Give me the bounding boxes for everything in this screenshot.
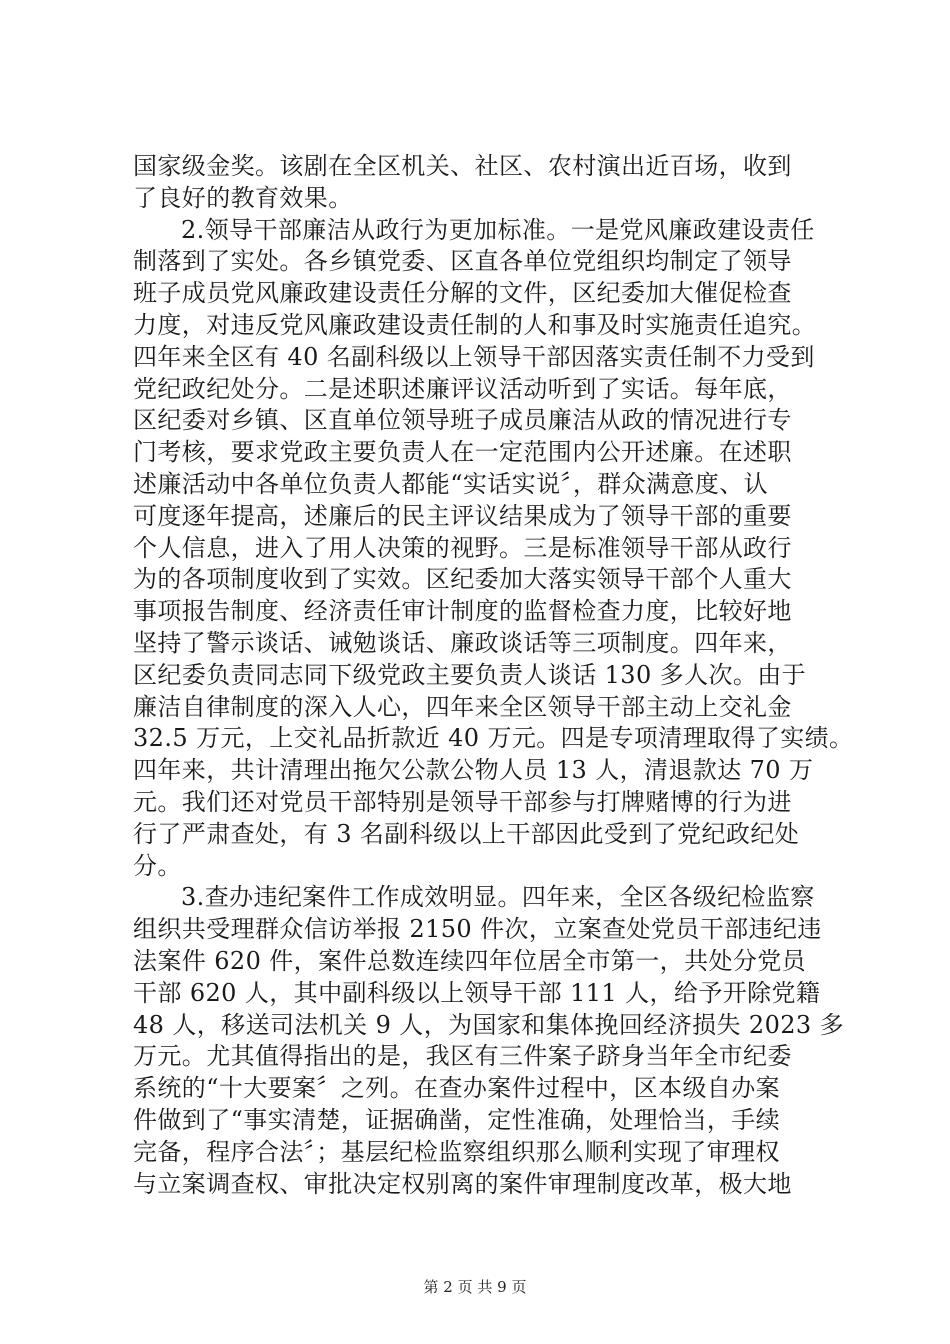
text-line: 门考核，要求党政主要负责人在一定范围内公开述廉。在述职 [133, 438, 792, 467]
text-line: 48 人，移送司法机关 9 人，为国家和集体挽回经济损失 2023 多 [133, 1010, 845, 1039]
text-line: 国家级金奖。该剧在全区机关、社区、农村演出近百场，收到 [133, 152, 792, 180]
text-line: 完备，程序合法〞；基层纪检监察组织那么顺利实现了审理权 [133, 1137, 780, 1166]
text-line: 廉洁自律制度的深入人心，四年来全区领导干部主动上交礼金 [133, 692, 792, 721]
text-line: 可度逐年提高，述廉后的民主评议结果成为了领导干部的重要 [133, 501, 792, 530]
text-line: 述廉活动中各单位负责人都能“实话实说〞，群众满意度、认 [133, 469, 769, 498]
text-line: 元。我们还对党员干部特别是领导干部参与打牌赌博的行为进 [133, 787, 792, 816]
text-line: 区纪委负责同志同下级党政主要负责人谈话 130 多人次。由于 [133, 660, 807, 689]
text-line: 坚持了警示谈话、诫勉谈话、廉政谈话等三项制度。四年来， [133, 628, 792, 657]
text-line: 力度，对违反党风廉政建设责任制的人和事及时实施责任追究。 [133, 310, 817, 339]
text-line: 个人信息，进入了用人决策的视野。三是标准领导干部从政行 [133, 533, 792, 562]
text-line: 万元。尤其值得指出的是，我区有三件案子跻身当年全市纪委 [133, 1042, 792, 1071]
page-number-footer: 第 2 页 共 9 页 [423, 1278, 527, 1296]
text-line: 分。 [133, 851, 182, 880]
text-line: 法案件 620 件，案件总数连续四年位居全市第一，共处分党员 [133, 946, 807, 975]
paragraph-start-line: 2.领导干部廉洁从政行为更加标准。一是党风廉政建设责任 [181, 215, 815, 244]
text-line: 为的各项制度收到了实效。区纪委加大落实领导干部个人重大 [133, 565, 792, 594]
text-line: 件做到了“事实清楚，证据确凿，定性准确，处理恰当，手续 [133, 1105, 781, 1134]
text-line: 区纪委对乡镇、区直单位领导班子成员廉洁从政的情况进行专 [133, 406, 792, 435]
text-line: 四年来全区有 40 名副科级以上领导干部因落实责任制不力受到 [133, 342, 815, 371]
text-line: 32.5 万元，上交礼品折款近 40 万元。四是专项清理取得了实绩。 [133, 724, 854, 753]
text-line: 与立案调查权、审批决定权别离的案件审理制度改革，极大地 [133, 1169, 792, 1198]
text-line: 组织共受理群众信访举报 2150 件次，立案查处党员干部违纪违 [133, 915, 822, 944]
text-line: 制落到了实处。各乡镇党委、区直各单位党组织均制定了领导 [133, 247, 792, 276]
text-line: 四年来，共计清理出拖欠公款公物人员 13 人，清退款达 70 万 [133, 756, 814, 785]
paragraph-start-line: 3.查办违纪案件工作成效明显。四年来，全区各级纪检监察 [181, 883, 815, 912]
text-line: 班子成员党风廉政建设责任分解的文件，区纪委加大催促检查 [133, 279, 792, 308]
document-body [133, 151, 854, 1200]
text-line: 了良好的教育效果。 [133, 183, 353, 212]
text-line: 干部 620 人，其中副科级以上领导干部 111 人，给予开除党籍 [133, 978, 821, 1007]
text-line: 行了严肃查处，有 3 名副科级以上干部因此受到了党纪政纪处 [133, 819, 800, 848]
text-line: 事项报告制度、经济责任审计制度的监督检查力度，比较好地 [133, 597, 792, 626]
text-line: 党纪政纪处分。二是述职述廉评议活动听到了实话。每年底， [133, 374, 792, 403]
text-line: 系统的“十大要案〞之列。在查办案件过程中，区本级自办案 [133, 1074, 781, 1103]
